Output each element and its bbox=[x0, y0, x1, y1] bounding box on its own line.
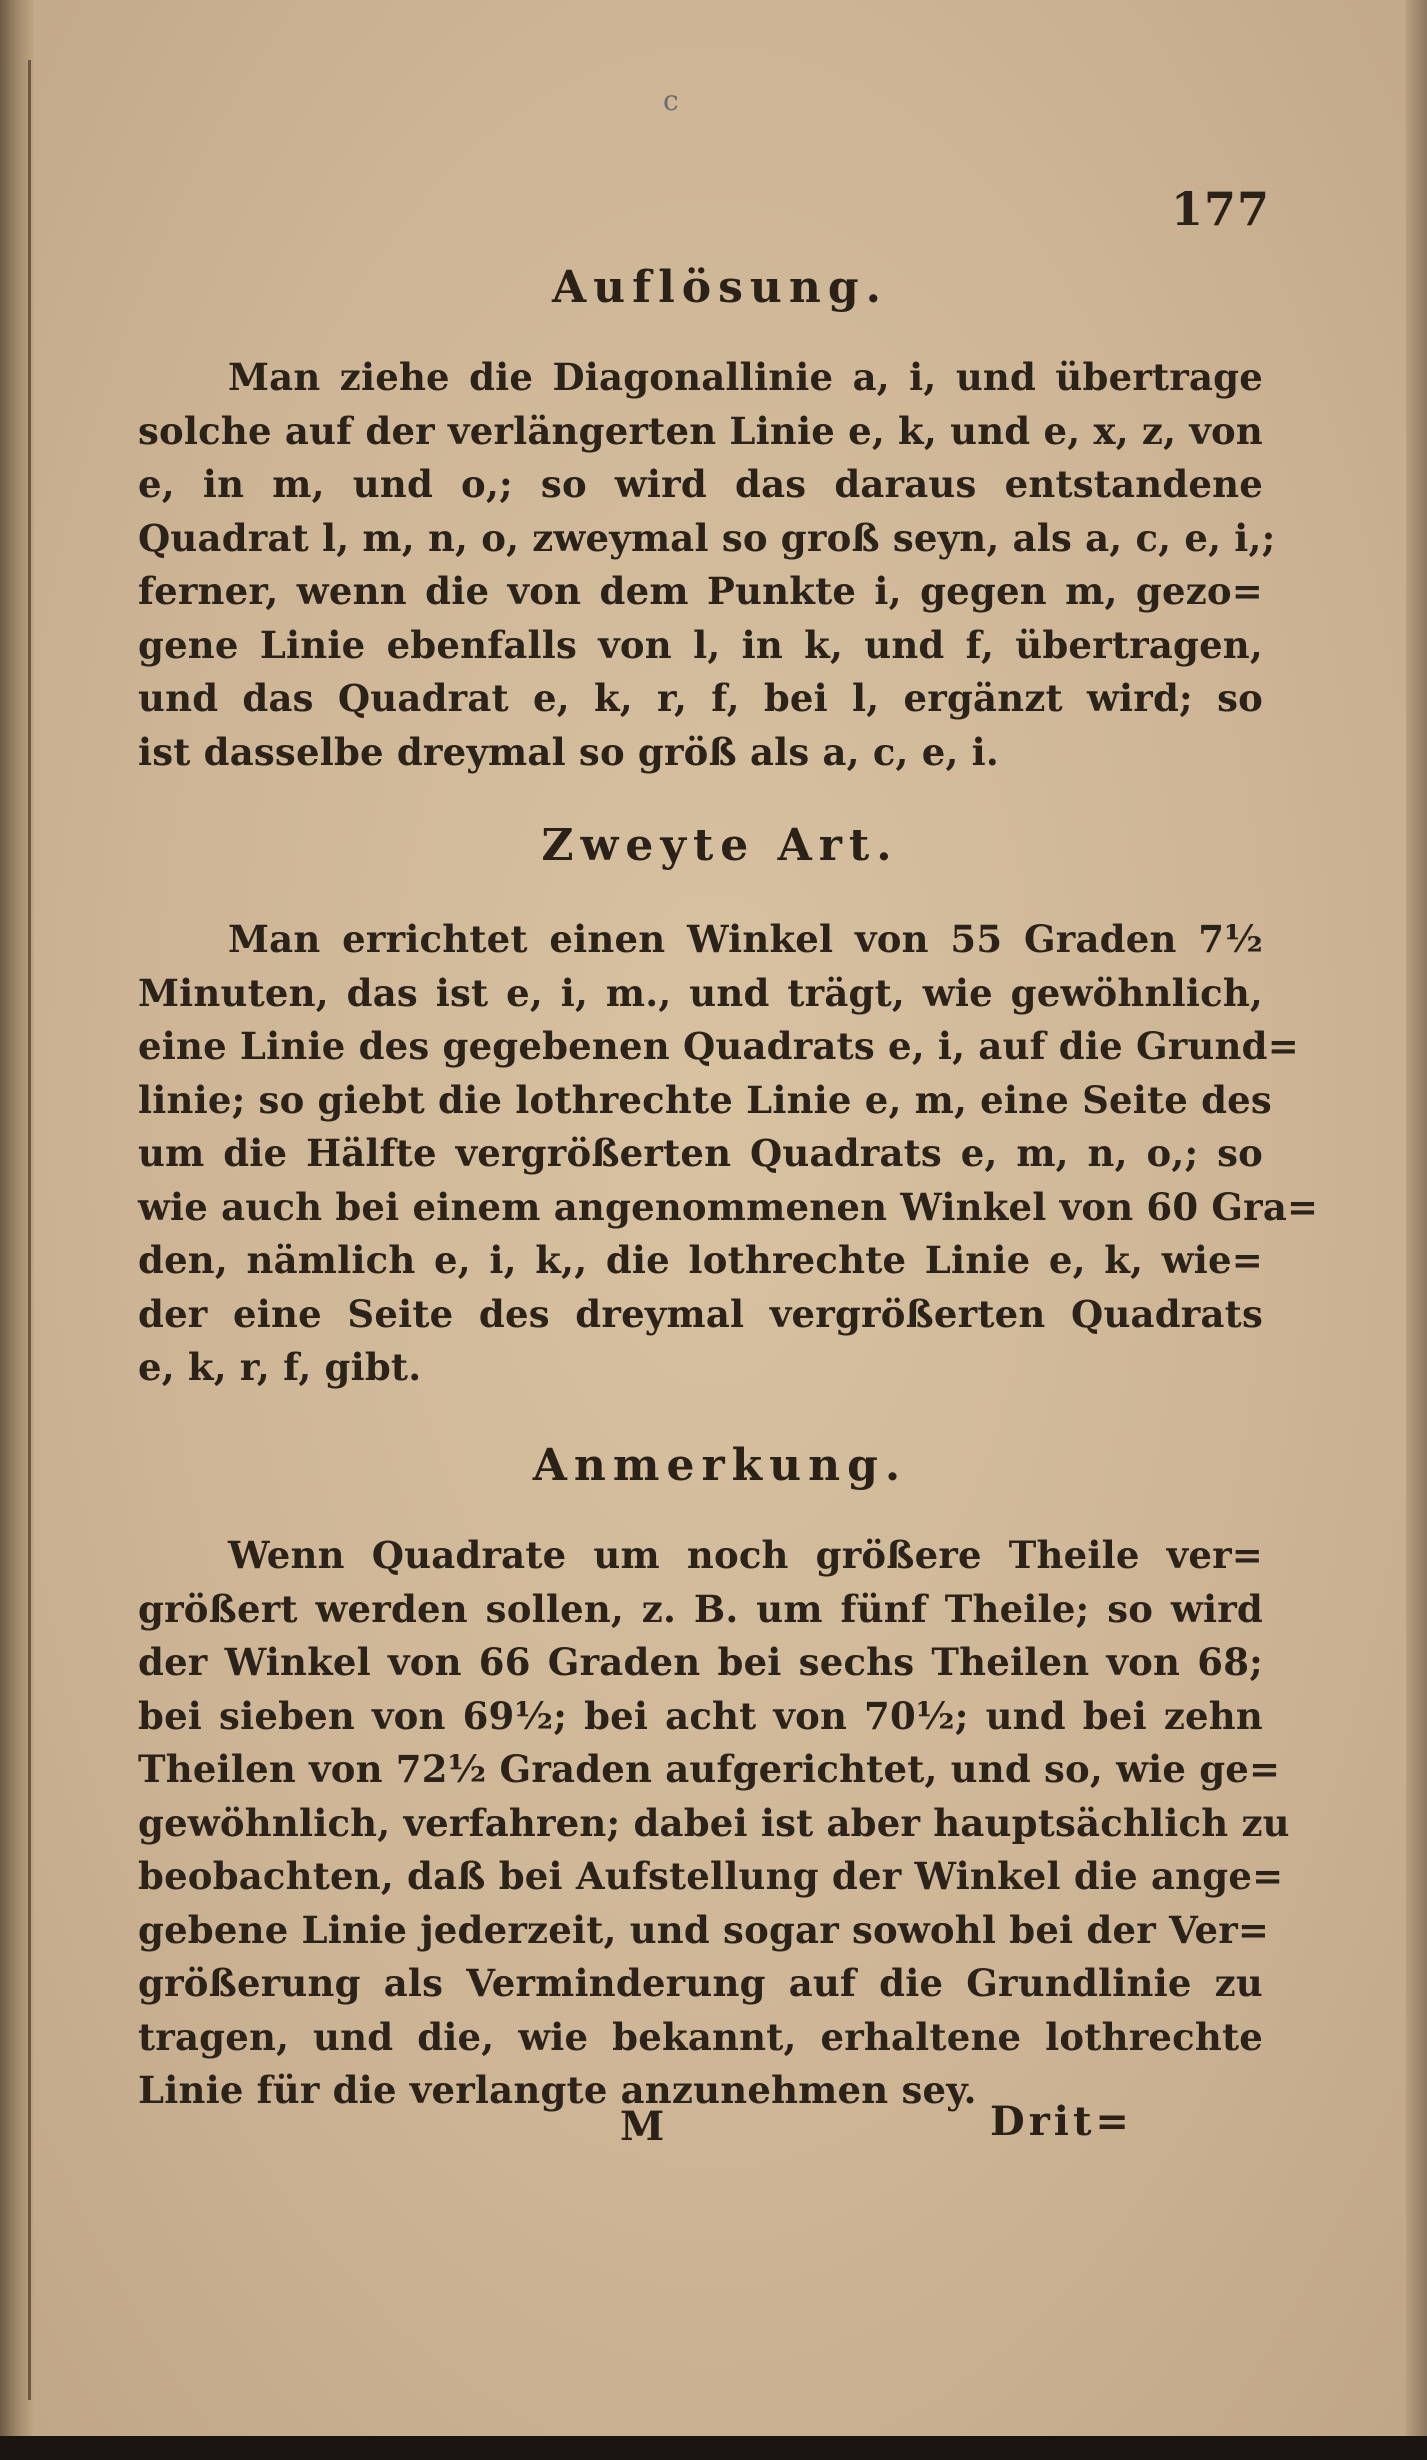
page-number: 177 bbox=[1170, 182, 1270, 236]
text-line: tragen, und die, wie bekannt, erhaltene lothrechte bbox=[138, 2014, 1263, 2059]
text-line: größert werden sollen, z. B. um fünf Theile; so wird bbox=[138, 1586, 1263, 1631]
text-line: e, k, r, f, gibt. bbox=[138, 1345, 422, 1389]
text-line: der eine Seite des dreymal vergrößerten Quadrats bbox=[138, 1291, 1263, 1336]
text-line: ist dasselbe dreymal so größ als a, c, e, i. bbox=[138, 729, 999, 774]
ink-mark: c bbox=[663, 84, 679, 117]
section-heading-aufloesung: Auflösung. bbox=[552, 262, 888, 313]
text-line: den, nämlich e, i, k,, die lothrechte Linie e, k, wie= bbox=[138, 1238, 1263, 1282]
text-line: ferner, wenn die von dem Punkte i, gegen m, gezo= bbox=[138, 569, 1263, 613]
text-line: Minuten, das ist e, i, m., und trägt, wie gewöhnlich, bbox=[138, 970, 1263, 1015]
text-line: gene Linie ebenfalls von l, in k, und f, übertragen, bbox=[138, 622, 1263, 667]
text-line: linie; so giebt die lothrechte Linie e, m, eine Seite des bbox=[138, 1077, 1272, 1122]
text-line: um die Hälfte vergrößerten Quadrats e, m, n, o,; so bbox=[138, 1131, 1263, 1175]
text-line: Wenn Quadrate um noch größere Theile ver= bbox=[228, 1533, 1263, 1577]
printer-signature: M bbox=[620, 2103, 665, 2150]
text-line: wie auch bei einem angenommenen Winkel von 60 Gra= bbox=[138, 1184, 1319, 1229]
catchword: Drit= bbox=[990, 2098, 1133, 2145]
text-line: beobachten, daß bei Aufstellung der Winkel die ange= bbox=[138, 1854, 1284, 1898]
text-line: Quadrat l, m, n, o, zweymal so groß seyn, als a, c, e, i,; bbox=[138, 515, 1276, 560]
text-line: Linie für die verlangte anzunehmen sey. bbox=[138, 2068, 977, 2112]
paragraph-anmerkung bbox=[138, 1529, 1290, 2118]
text-line: Man ziehe die Diagonallinie a, i, und übertrage bbox=[228, 355, 1263, 399]
section-heading-zweyte-art: Zweyte Art. bbox=[541, 820, 899, 871]
page-right-edge bbox=[1406, 0, 1427, 2460]
binding-fold-line bbox=[28, 60, 31, 2400]
text-line: eine Linie des gegebenen Quadrats e, i, auf die Grund= bbox=[138, 1024, 1299, 1068]
text-line: bei sieben von 69½; bei acht von 70½; und bei zehn bbox=[138, 1693, 1263, 1738]
page-bottom-edge bbox=[0, 2436, 1427, 2460]
text-line: gebene Linie jederzeit, und sogar sowohl bei der Ver= bbox=[138, 1907, 1270, 1952]
text-line: größerung als Verminderung auf die Grundlinie zu bbox=[138, 1961, 1263, 2005]
text-line: Theilen von 72½ Graden aufgerichtet, und so, wie ge= bbox=[138, 1747, 1281, 1791]
text-line: der Winkel von 66 Graden bei sechs Theilen von 68; bbox=[138, 1640, 1263, 1684]
text-line: solche auf der verlängerten Linie e, k, und e, x, z, von bbox=[138, 408, 1263, 453]
paragraph-aufloesung bbox=[138, 351, 1276, 779]
text-line: Man errichtet einen Winkel von 55 Graden 7½ bbox=[228, 917, 1263, 961]
section-heading-anmerkung: Anmerkung. bbox=[532, 1440, 908, 1491]
text-line: gewöhnlich, verfahren; dabei ist aber hauptsächlich zu bbox=[138, 1800, 1290, 1845]
paragraph-zweyte-art bbox=[138, 913, 1319, 1395]
text-line: e, in m, und o,; so wird das daraus entstandene bbox=[138, 462, 1263, 506]
text-line: und das Quadrat e, k, r, f, bei l, ergänzt wird; so bbox=[138, 676, 1263, 720]
